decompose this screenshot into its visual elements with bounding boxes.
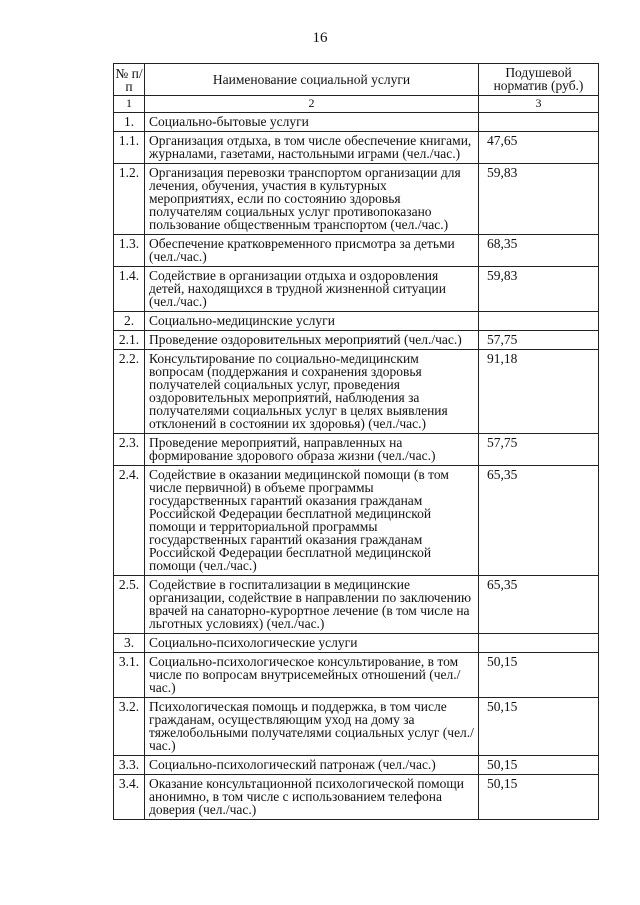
row-number: 1. (114, 113, 145, 132)
row-number: 3. (114, 634, 145, 653)
table-row (114, 235, 599, 267)
table-row (114, 756, 599, 775)
service-name: Содействие в оказании медицинской помощи (в том числе первичной) в объеме программы государственных гарантий оказания гражданам Российской Федерации бесплатной медицинской помощи и территориальной программы государственных гарантий оказания гражданам Российской Федерации бесплатной медицинской помощи (чел./час.) (145, 466, 479, 576)
row-number: 3.1. (114, 653, 145, 698)
row-number: 1.4. (114, 267, 145, 312)
service-name: Консультирование по социально-медицинским вопросам (поддержания и сохранения здоровья получателей социальных услуг, проведения оздоровительных мероприятий, наблюдения за получателями социальных услуг в целях выявления отклонений в состоянии их здоровья) (чел./час.) (145, 350, 479, 434)
norm-value: 47,65 (479, 132, 599, 164)
row-number: 2.5. (114, 576, 145, 634)
row-number: 2.3. (114, 434, 145, 466)
norm-value: 68,35 (479, 235, 599, 267)
norm-value: 50,15 (479, 756, 599, 775)
row-number: 1.2. (114, 164, 145, 235)
header-service-name: Наименование социальной услуги (145, 64, 479, 96)
row-number: 1.1. (114, 132, 145, 164)
norm-value: 59,83 (479, 267, 599, 312)
service-name: Обеспечение кратковременного присмотра за детьми (чел./час.) (145, 235, 479, 267)
service-name: Оказание консультационной психологической помощи анонимно, в том числе с использованием телефона доверия (чел./час.) (145, 775, 479, 820)
service-name: Проведение оздоровительных мероприятий (чел./час.) (145, 331, 479, 350)
norm-value: 59,83 (479, 164, 599, 235)
table-row (114, 164, 599, 235)
norm-value: 91,18 (479, 350, 599, 434)
table-row (114, 466, 599, 576)
norm-value: 65,35 (479, 576, 599, 634)
service-name: Организация отдыха, в том числе обеспечение книгами, журналами, газетами, настольными играми (чел./час.) (145, 132, 479, 164)
column-numbers-row (114, 96, 599, 113)
row-number: 2. (114, 312, 145, 331)
row-number: 3.3. (114, 756, 145, 775)
row-number: 1.3. (114, 235, 145, 267)
column-number: 2 (145, 96, 479, 113)
table-row (114, 267, 599, 312)
table-row (114, 698, 599, 756)
table-row (114, 434, 599, 466)
service-name: Содействие в госпитализации в медицинские организации, содействие в направлении по заключению врачей на санаторно-курортное лечение (в том числе на льготных условиях) (чел./час.) (145, 576, 479, 634)
norm-value: 57,75 (479, 434, 599, 466)
service-name: Организация перевозки транспортом организации для лечения, обучения, участия в культурных мероприятиях, если по состоянию здоровья получателям социальных услуг противопоказано пользование общественным транспортом (чел./час.) (145, 164, 479, 235)
social-services-table (113, 63, 599, 820)
table-row (114, 350, 599, 434)
table-row (114, 132, 599, 164)
table-row (114, 775, 599, 820)
row-number: 2.4. (114, 466, 145, 576)
column-number: 1 (114, 96, 145, 113)
table-row (114, 653, 599, 698)
row-number: 2.1. (114, 331, 145, 350)
table-row (114, 576, 599, 634)
table-row (114, 331, 599, 350)
service-name: Социально-медицинские услуги (145, 312, 479, 331)
service-name: Социально-психологическое консультирование, в том числе по вопросам внутрисемейных отношений (чел./час.) (145, 653, 479, 698)
row-number: 2.2. (114, 350, 145, 434)
norm-value (479, 113, 599, 132)
column-number: 3 (479, 96, 599, 113)
section-row (114, 312, 599, 331)
norm-value: 65,35 (479, 466, 599, 576)
row-number: 3.4. (114, 775, 145, 820)
service-name: Социально-психологические услуги (145, 634, 479, 653)
service-name: Социально-психологический патронаж (чел./час.) (145, 756, 479, 775)
header-norm: Подушевой норматив (руб.) (479, 64, 599, 96)
norm-value (479, 312, 599, 331)
table-body (114, 113, 599, 820)
norm-value: 50,15 (479, 698, 599, 756)
service-name: Содействие в организации отдыха и оздоровления детей, находящихся в трудной жизненной ситуации (чел./час.) (145, 267, 479, 312)
service-name: Психологическая помощь и поддержка, в том числе гражданам, осуществляющим уход на дому за тяжелобольными получателями социальных услуг (чел./час.) (145, 698, 479, 756)
page-number: 16 (312, 30, 328, 46)
section-row (114, 113, 599, 132)
norm-value: 50,15 (479, 775, 599, 820)
norm-value: 57,75 (479, 331, 599, 350)
norm-value: 50,15 (479, 653, 599, 698)
service-name: Проведение мероприятий, направленных на формирование здорового образа жизни (чел./час.) (145, 434, 479, 466)
row-number: 3.2. (114, 698, 145, 756)
norm-value (479, 634, 599, 653)
table-header-row (114, 64, 599, 96)
header-number: № п/п (115, 65, 143, 94)
section-row (114, 634, 599, 653)
service-name: Социально-бытовые услуги (145, 113, 479, 132)
